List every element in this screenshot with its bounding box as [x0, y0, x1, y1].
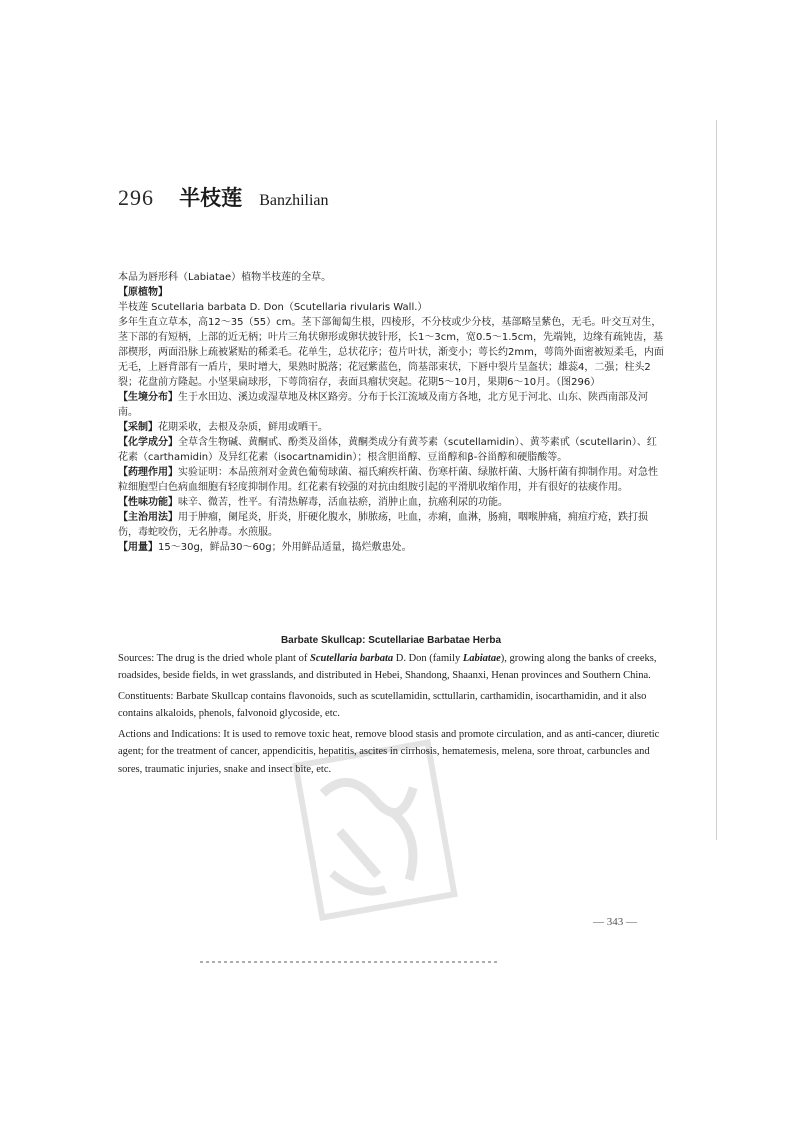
plant-name: 半枝莲 Scutellaria barbata D. Don（Scutellaria rivularis Wall.） [118, 302, 428, 313]
indications-heading: 【主治用法】 [118, 512, 178, 523]
sources-text-c: ), growing along the banks of creeks, roadsides, beside fields, in wet grasslands, and distributed in Hebei, Shandong, Shaanxi, Henan provinces and Southern China. [118, 652, 657, 681]
pharmacology-text: 实验证明：本品煎剂对金黄色葡萄球菌、福氏痢疾杆菌、伤寒杆菌、绿脓杆菌、大肠杆菌有抑制作用。对急性粒细胞型白色病血细胞有轻度抑制作用。红花素有较强的对抗由组胺引起的平滑肌收缩作用，并有很好的祛痰作用。 [118, 467, 658, 493]
habitat-paragraph [118, 390, 664, 420]
indications-text: 用于肿瘤，阑尾炎，肝炎，肝硬化腹水，肺脓疡，吐血，赤痢，血淋，肠痈，咽喉肿痛，痈疽疔疮，跌打损伤，毒蛇咬伤，无名肿毒。水煎服。 [118, 512, 648, 538]
entry-title-pinyin: Banzhilian [259, 192, 329, 209]
collection-heading: 【采制】 [118, 422, 158, 433]
habitat-heading: 【生境分布】 [118, 392, 178, 403]
chemistry-heading: 【化学成分】 [118, 437, 178, 448]
intro-paragraph: 本品为唇形科（Labiatae）植物半枝莲的全草。 [118, 272, 332, 283]
nature-text: 味辛、微苦，性平。有清热解毒，活血祛瘀，消肿止血，抗癌利尿的功能。 [178, 497, 508, 508]
page-number: — 343 — [593, 916, 637, 928]
species-name: Scutellaria barbata [309, 652, 394, 664]
chemistry-paragraph [118, 435, 664, 465]
seal-watermark [286, 733, 463, 926]
chemistry-text: 全草含生物碱、黄酮甙、酚类及甾体，黄酮类成分有黄芩素（scutellamidin）、黄芩素甙（scutellarin）、红花素（carthamidin）及异红花素（isocartnamidin）；根含胆甾醇、豆甾醇和β-谷甾醇和硬脂酸等。 [118, 437, 657, 463]
collection-text: 花期采收，去根及杂质，鲜用或晒干。 [158, 422, 328, 433]
scan-artifact-line [200, 961, 500, 963]
sources-text-b: D. Don (family [393, 652, 463, 664]
plant-description: 多年生直立草本，高12～35（55）cm。茎下部匍匐生根，四棱形，不分枝或少分枝，基部略呈紫色，无毛。叶交互对生，茎下部的有短柄，上部的近无柄；叶片三角状卵形或卵状披针形，长1～3cm，宽0.5～1.5cm，先端钝，边缘有疏钝齿，基部楔形，两面沿脉上疏被紧贴的稀柔毛。花单生，总状花序；苞片叶状，渐变小；萼长约2mm，萼筒外面密被短柔毛，内面无毛，上唇背部有一盾片，果时增大，果熟时脱落；花冠紫蓝色，筒基部束状，下唇中裂片呈盔状；雄蕊4，二强；柱头2裂；花盘前方隆起。小坚果扁球形，下萼筒宿存，表面具瘤状突起。花期5～10月，果期6～10月。（图296） [118, 317, 664, 388]
dosage-heading: 【用量】 [118, 542, 158, 553]
english-title: Barbate Skullcap: Scutellariae Barbatae Herba [280, 635, 502, 646]
habitat-text: 生于水田边、溪边或湿草地及林区路旁。分布于长江流域及南方各地，北方见于河北、山东、陕西南部及河南。 [118, 392, 648, 418]
constituents-paragraph: Constituents: Barbate Skullcap contains flavonoids, such as scutellamidin, scttullarin, carthamidin, isocarthamidin, and it also contains alkaloids, phenols, falvonoid glycoside, etc. [118, 690, 647, 719]
entry-title-chinese: 半枝莲 [179, 186, 243, 210]
nature-paragraph [118, 495, 664, 510]
entry-header [118, 182, 329, 212]
page-edge-line [716, 120, 717, 840]
pharmacology-paragraph [118, 465, 664, 495]
indications-paragraph [118, 510, 664, 540]
pharmacology-heading: 【药理作用】 [118, 467, 178, 478]
collection-paragraph [118, 420, 664, 435]
actions-paragraph: Actions and Indications: It is used to remove toxic heat, remove blood stasis and promote circulation, and as anti-cancer, diuretic agent; for the treatment of cancer, appendicitis, hepatitis, ascites in cirrhosis, hematemesis, melena, sore throat, carbuncles and sores, traumatic injuries, snake and insect bite, etc. [118, 728, 660, 775]
entry-number: 296 [118, 185, 154, 210]
family-name: Labiatae [462, 652, 501, 664]
plant-heading: 【原植物】 [118, 287, 168, 298]
sources-text-a: Sources: The drug is the dried whole plant of [118, 652, 310, 664]
dosage-paragraph [118, 540, 664, 555]
dosage-text: 15～30g，鲜品30～60g；外用鲜品适量，捣烂敷患处。 [158, 542, 412, 553]
chinese-text-block [118, 270, 664, 555]
nature-heading: 【性味功能】 [118, 497, 178, 508]
sources-paragraph [118, 650, 664, 685]
